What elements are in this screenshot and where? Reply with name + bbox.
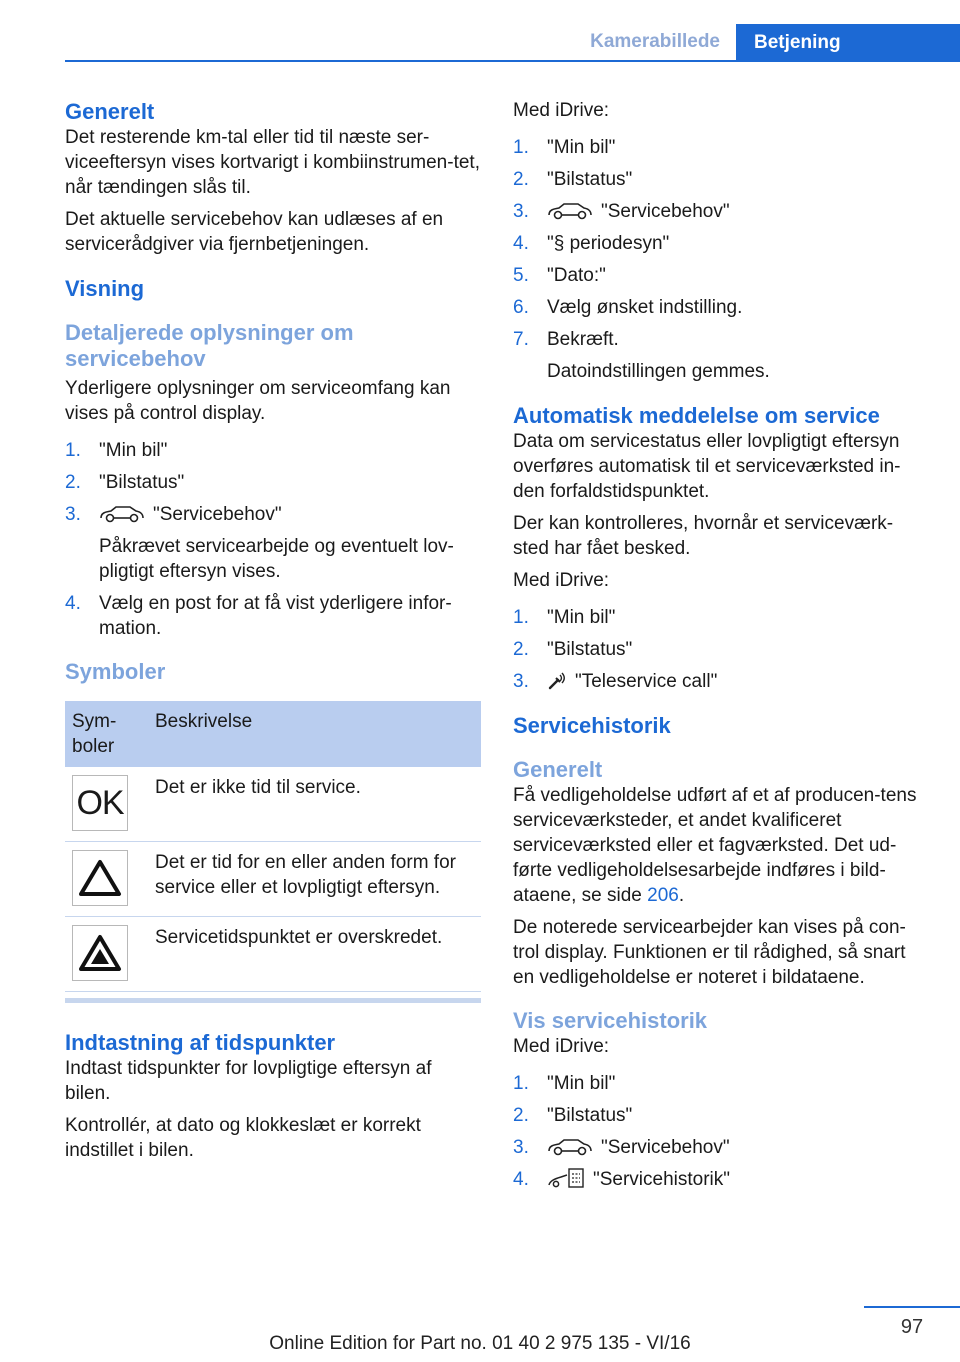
right-column [513,98,927,1199]
step-number: 1. [513,607,529,628]
step-number: 2. [513,169,529,190]
step-number: 3. [513,201,529,222]
table-end-rule [65,998,481,1003]
step-number: 6. [513,297,529,318]
step-text: "Bilstatus" [547,1105,633,1126]
paragraph: Det resterende km-tal eller tid til næste ser-viceeftersyn vises kortvarigt i kombiinstrumen-tet, når tændingen slås til. [65,127,480,198]
step-text: Bekræft. [547,329,619,350]
heading-automatisk: Automatisk meddelelse om service [513,403,880,428]
step-number: 3. [513,671,529,692]
step-text: "Servicebehov" [153,504,282,525]
heading-detaljer: Detaljerede oplysninger om servicebehov [65,320,354,371]
list-item [513,1167,927,1192]
car-icon [547,201,593,221]
list-item [513,135,927,160]
step-text: "Teleservice call" [575,671,718,692]
left-column [65,98,481,1170]
step-number: 1. [65,440,81,461]
paragraph: Med iDrive: [513,100,610,121]
step-subtext: Påkrævet servicearbejde og eventuelt lov-pligtigt eftersyn vises. [99,536,454,582]
step-text: "Servicebehov" [601,201,730,222]
list-item [513,295,927,320]
page-number-rule [864,1306,960,1308]
list-item [513,327,927,384]
step-text: "Min bil" [547,137,616,158]
footer-edition: Online Edition for Part no. 01 40 2 975 135 - VI/16 [269,1333,691,1354]
car-icon [99,504,145,524]
paragraph: De noterede servicearbejder kan vises på con-trol display. Funktionen er til rådighed, så snart en vedligeholdelse er noteret i bildataene. [513,917,906,988]
paragraph: Med iDrive: [513,570,610,591]
table-row [65,917,481,992]
heading-indtastning: Indtastning af tidspunkter [65,1030,336,1055]
table-row [65,767,481,842]
page-number: 97 [900,1316,924,1338]
table-cell: Servicetidspunktet er overskredet. [148,917,481,992]
list-item [513,669,927,694]
list-item [65,438,481,463]
ok-symbol-icon [72,775,128,831]
page-reference-link[interactable]: 206 [647,885,679,906]
step-number: 4. [513,233,529,254]
step-text: "Bilstatus" [547,169,633,190]
step-subtext: Datoindstillingen gemmes. [547,361,770,382]
header-rule [65,60,960,62]
list-item [65,470,481,495]
list-item [513,263,927,288]
paragraph: Det aktuelle servicebehov kan udlæses af en servicerådgiver via fjernbetjeningen. [65,209,444,255]
heading-symboler: Symboler [65,659,166,684]
page-header [65,24,960,62]
step-text: "Bilstatus" [99,472,185,493]
step-text: "Servicehistorik" [593,1169,731,1190]
step-text: "Min bil" [99,440,168,461]
paragraph: Der kan kontrolleres, hvornår et serviceværk-sted har fået besked. [513,513,894,559]
step-number: 7. [513,329,529,350]
overdue-triangle-icon [72,925,128,981]
paragraph: Få vedligeholdelse udført af et af producen-tens serviceværksteder, et andet kvalificeret serviceværksted eller et fagværksted. Det ud-førte vedligeholdelsesarbejde indføres i bild-ataene, se side 206. [513,785,917,906]
list-item [513,605,927,630]
table-cell: Det er tid for en eller anden form for service eller et lovpligtigt eftersyn. [148,842,481,917]
steps-list [65,438,481,641]
list-item [513,199,927,224]
list-item [513,637,927,662]
wrench-signal-icon [547,671,567,691]
step-number: 1. [513,137,529,158]
step-number: 2. [513,639,529,660]
steps-list [513,605,927,694]
step-text: "Dato:" [547,265,606,286]
step-number: 3. [65,504,81,525]
heading-servicehistorik: Servicehistorik [513,713,671,738]
step-text: "Min bil" [547,1073,616,1094]
list-item [513,1071,927,1096]
paragraph: Indtast tidspunkter for lovpligtige eftersyn af bilen. [65,1058,432,1104]
step-number: 2. [513,1105,529,1126]
paragraph: Yderligere oplysninger om serviceomfang kan vises på control display. [65,378,451,424]
car-icon [547,1137,593,1157]
step-text: Vælg ønsket indstilling. [547,297,743,318]
service-history-icon [547,1167,585,1189]
step-number: 4. [513,1169,529,1190]
column-header: Sym-boler [65,701,148,767]
step-number: 5. [513,265,529,286]
header-tab-section[interactable]: Kamerabillede [590,31,720,52]
column-header: Beskrivelse [148,701,481,767]
paragraph: Kontrollér, at dato og klokkeslæt er korrekt indstillet i bilen. [65,1115,421,1161]
heading-generelt: Generelt [65,99,155,124]
list-item [65,591,481,641]
paragraph: Data om servicestatus eller lovpligtigt eftersyn overføres automatisk til et serviceværksted in-den forfaldstidspunktet. [513,431,901,502]
table-cell: Det er ikke tid til service. [148,767,481,842]
list-item [513,1103,927,1128]
warning-triangle-icon [72,850,128,906]
step-text: "Bilstatus" [547,639,633,660]
list-item [513,231,927,256]
step-number: 1. [513,1073,529,1094]
list-item [513,167,927,192]
step-text: Vælg en post for at få vist yderligere infor-mation. [99,593,452,639]
ok-symbol-label: OK [76,783,124,822]
table-header-row [65,701,481,767]
step-text: "§ periodesyn" [547,233,670,254]
heading-visning: Visning [65,276,145,301]
paragraph: Med iDrive: [513,1036,610,1057]
header-tab-chapter[interactable]: Betjening [736,24,960,62]
list-item [513,1135,927,1160]
step-number: 3. [513,1137,529,1158]
step-number: 4. [65,593,81,614]
table-row [65,842,481,917]
steps-list [513,135,927,384]
symbols-table [65,701,481,992]
heading-vis-servicehistorik: Vis servicehistorik [513,1008,708,1033]
heading-generelt-2: Generelt [513,757,603,782]
step-text: "Servicebehov" [601,1137,730,1158]
steps-list [513,1071,927,1192]
list-item [65,502,481,584]
step-text: "Min bil" [547,607,616,628]
step-number: 2. [65,472,81,493]
